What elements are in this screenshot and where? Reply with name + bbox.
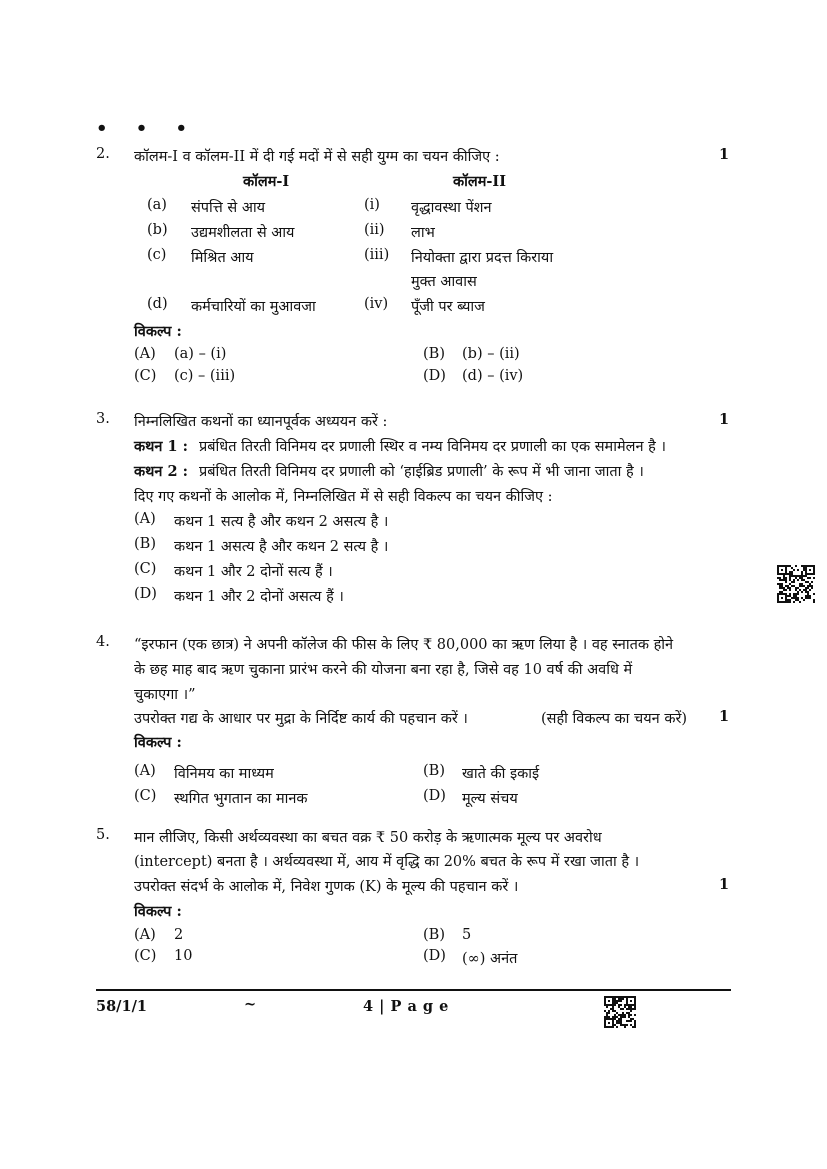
match-left-label: (a)	[147, 197, 167, 213]
option-d-text: (d) – (iv)	[462, 368, 524, 384]
match-right-text: नियोक्ता द्वारा प्रदत्त किराया	[411, 250, 554, 266]
question-line-3: चुकाएगा ।”	[134, 687, 196, 703]
option-a-text: (a) – (i)	[174, 346, 227, 362]
footer-rule	[96, 989, 731, 991]
match-left-label: (b)	[147, 222, 168, 238]
column-1-header: कॉलम-I	[243, 173, 290, 190]
match-right-text: लाभ	[411, 225, 435, 241]
option-b-label: (B)	[134, 536, 156, 552]
match-right-label: (i)	[364, 197, 380, 213]
question-line-3: उपरोक्त संदर्भ के आलोक में, निवेश गुणक (K) के मूल्य की पहचान करें ।	[134, 879, 519, 895]
question-line-1: “इरफान (एक छात्र) ने अपनी कॉलेज की फीस के लिए ₹ 80,000 का ऋण लिया है । वह स्नातक होने	[134, 637, 674, 653]
option-b-label: (B)	[423, 763, 445, 779]
question-stem: निम्नलिखित कथनों का ध्यानपूर्वक अध्ययन करें :	[134, 414, 388, 430]
question-number: 5.	[96, 827, 110, 843]
match-left-text: कर्मचारियों का मुआवजा	[191, 299, 316, 315]
option-c-text: (c) – (iii)	[174, 368, 236, 384]
statement-2-text: प्रबंधित तिरती विनिमय दर प्रणाली को ‘हाईब्रिड प्रणाली’ के रूप में भी जाना जाता है ।	[199, 464, 644, 480]
option-a-label: (A)	[134, 511, 156, 527]
question-marks: 1	[719, 708, 730, 725]
column-2-header: कॉलम-II	[453, 173, 506, 190]
option-b-label: (B)	[423, 346, 445, 362]
question-stem: कॉलम-I व कॉलम-II में दी गई मदों में से सही युग्म का चयन कीजिए :	[134, 149, 500, 165]
qr-code	[777, 565, 815, 603]
option-c-text: 10	[174, 948, 193, 964]
match-right-label: (iv)	[364, 296, 389, 312]
question-line-1: मान लीजिए, किसी अर्थव्यवस्था का बचत वक्र ₹ 50 करोड़ के ऋणात्मक मूल्य पर अवरोध	[134, 830, 602, 846]
match-left-text: संपत्ति से आय	[191, 200, 266, 216]
question-number: 4.	[96, 634, 110, 650]
option-d-label: (D)	[134, 586, 157, 602]
question-line-2: (intercept) बनता है । अर्थव्यवस्था में, आय में वृद्धि का 20% बचत के रूप में रखा जाता है ।	[134, 854, 640, 870]
option-d-label: (D)	[423, 788, 446, 804]
option-d-label: (D)	[423, 948, 446, 964]
option-a-label: (A)	[134, 927, 156, 943]
options-label: विकल्प :	[134, 323, 182, 340]
option-d-text: मूल्य संचय	[462, 791, 518, 807]
option-d-text: (∞) अनंत	[462, 951, 518, 967]
option-c-label: (C)	[134, 948, 157, 964]
option-a-text: विनिमय का माध्यम	[174, 766, 274, 782]
option-c-label: (C)	[134, 561, 157, 577]
footer-page	[363, 998, 449, 1015]
question-instruction: दिए गए कथनों के आलोक में, निम्नलिखित में से सही विकल्प का चयन कीजिए :	[134, 489, 553, 505]
footer-page-word: P a g e	[390, 998, 449, 1015]
statement-2-label: कथन 2 :	[134, 463, 188, 480]
option-d-label: (D)	[423, 368, 446, 384]
match-right-text: पूँजी पर ब्याज	[411, 299, 485, 315]
option-d-text: कथन 1 और 2 दोनों असत्य हैं ।	[174, 589, 344, 605]
option-a-text: कथन 1 सत्य है और कथन 2 असत्य है ।	[174, 514, 389, 530]
match-right-text-continued: मुक्त आवास	[411, 274, 477, 290]
question-line-2: के छह माह बाद ऋण चुकाना प्रारंभ करने की योजना बना रहा है, जिसे वह 10 वर्ष की अवधि में	[134, 662, 633, 678]
option-b-text: कथन 1 असत्य है और कथन 2 सत्य है ।	[174, 539, 389, 555]
match-right-label: (ii)	[364, 222, 385, 238]
match-right-label: (iii)	[364, 247, 390, 263]
options-label: विकल्प :	[134, 734, 182, 751]
option-c-label: (C)	[134, 788, 157, 804]
match-left-text: मिश्रित आय	[191, 250, 254, 266]
options-label: विकल्प :	[134, 903, 182, 920]
statement-1-text: प्रबंधित तिरती विनिमय दर प्रणाली स्थिर व नम्य विनिमय दर प्रणाली का एक समामेलन है ।	[199, 439, 666, 455]
question-marks: 1	[719, 876, 730, 893]
question-number: 3.	[96, 411, 110, 427]
option-b-text: 5	[462, 927, 472, 943]
option-b-text: (b) – (ii)	[462, 346, 520, 362]
match-left-text: उद्यमशीलता से आय	[191, 225, 295, 241]
match-left-label: (c)	[147, 247, 167, 263]
option-a-label: (A)	[134, 763, 156, 779]
option-a-label: (A)	[134, 346, 156, 362]
footer-page-number: 4	[363, 998, 374, 1015]
question-number: 2.	[96, 146, 110, 162]
option-c-label: (C)	[134, 368, 157, 384]
statement-1-label: कथन 1 :	[134, 438, 188, 455]
option-c-text: कथन 1 और 2 दोनों सत्य हैं ।	[174, 564, 333, 580]
option-c-text: स्थगित भुगतान का मानक	[174, 791, 308, 807]
footer-tilde: ~	[244, 996, 257, 1013]
footer-qr-code	[604, 996, 636, 1028]
option-b-label: (B)	[423, 927, 445, 943]
question-marks: 1	[719, 411, 730, 428]
match-right-text: वृद्धावस्था पेंशन	[411, 200, 492, 216]
option-a-text: 2	[174, 927, 184, 943]
question-instruction: उपरोक्त गद्य के आधार पर मुद्रा के निर्दिष्ट कार्य की पहचान करें ।	[134, 711, 468, 727]
footer-separator: |	[379, 998, 385, 1015]
option-b-text: खाते की इकाई	[462, 766, 540, 782]
footer-paper-code: 58/1/1	[96, 998, 147, 1015]
question-hint: (सही विकल्प का चयन करें)	[541, 711, 688, 727]
question-marks: 1	[719, 146, 730, 163]
match-left-label: (d)	[147, 296, 168, 312]
header-dots: • • •	[96, 118, 199, 139]
